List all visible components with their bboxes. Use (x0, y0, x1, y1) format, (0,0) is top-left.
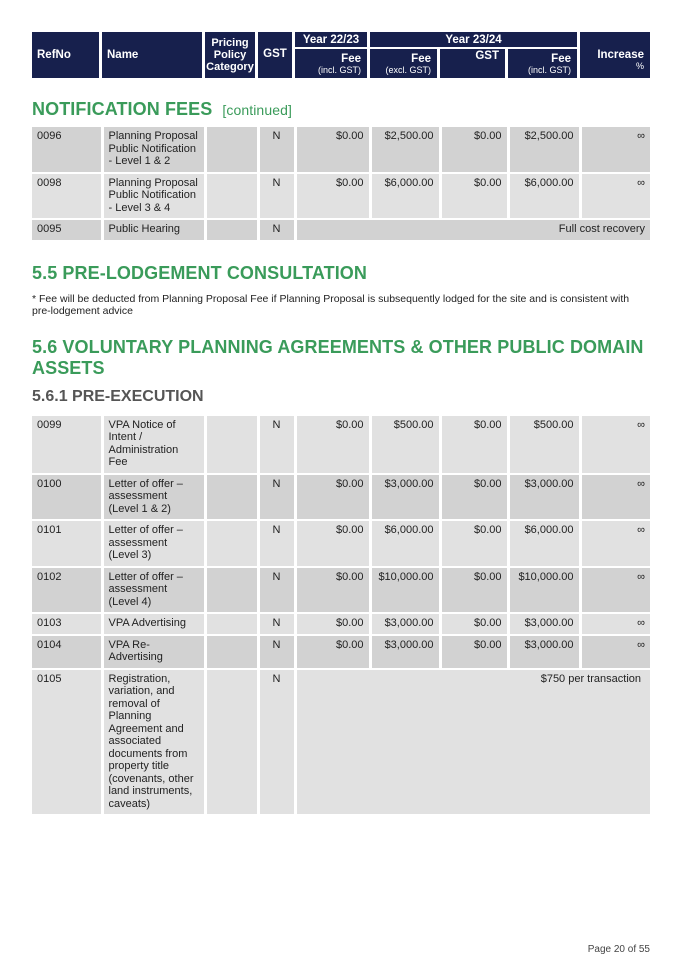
policy-cell (205, 520, 258, 567)
gst-amount-cell: $0.00 (440, 567, 508, 614)
ref-cell: 0105 (32, 669, 102, 816)
fee-prev-cell: $0.00 (295, 520, 370, 567)
gst-cell: N (258, 127, 295, 173)
gst-cell: N (258, 669, 295, 816)
gst-amount-cell: $0.00 (440, 416, 508, 474)
gst-cell: N (258, 474, 295, 521)
header-pricing-policy: Pricing Policy Category (205, 32, 255, 78)
fee-incl-cell: $10,000.00 (508, 567, 580, 614)
table-row (32, 567, 650, 614)
increase-cell: ∞ (580, 567, 650, 614)
fee-incl-cell: $6,000.00 (508, 520, 580, 567)
vpa-heading: 5.6 VOLUNTARY PLANNING AGREEMENTS & OTHER PUBLIC DOMAIN ASSETS (32, 336, 644, 378)
gst-cell: N (258, 416, 295, 474)
name-cell: VPA Advertising (102, 613, 205, 635)
prelodgement-heading: 5.5 PRE-LODGEMENT CONSULTATION (32, 262, 368, 283)
vpa-fees-table (32, 416, 650, 817)
policy-cell (205, 635, 258, 669)
page-number: Page 20 of 55 (587, 944, 650, 955)
gst-cell: N (258, 567, 295, 614)
fee-incl-cell: $6,000.00 (508, 173, 580, 220)
gst-amount-cell: $0.00 (440, 127, 508, 173)
gst-cell: N (258, 635, 295, 669)
fee-prev-cell: $0.00 (295, 416, 370, 474)
fee-excl-cell: $10,000.00 (370, 567, 440, 614)
policy-cell (205, 416, 258, 474)
fee-prev-cell: $0.00 (295, 173, 370, 220)
fee-incl-cell: $500.00 (508, 416, 580, 474)
ref-cell: 0099 (32, 416, 102, 474)
fee-prev-cell: $0.00 (295, 474, 370, 521)
fee-excl-cell: $6,000.00 (370, 173, 440, 220)
ref-cell: 0104 (32, 635, 102, 669)
header-fee-incl-2324: Fee (incl. GST) (508, 49, 577, 78)
ref-cell: 0096 (32, 127, 102, 173)
ref-cell: 0101 (32, 520, 102, 567)
fee-prev-cell: $0.00 (295, 635, 370, 669)
header-fee-excl-2324: Fee (excl. GST) (370, 49, 437, 78)
table-row (32, 520, 650, 567)
ref-cell: 0095 (32, 219, 102, 241)
table-header (32, 32, 650, 78)
notification-fees-heading: NOTIFICATION FEES [continued] (32, 99, 292, 119)
fee-prev-cell: $0.00 (295, 127, 370, 173)
policy-cell (205, 474, 258, 521)
per-transaction-cell: $750 per transaction (295, 669, 650, 816)
fee-excl-cell: $6,000.00 (370, 520, 440, 567)
header-refno: RefNo (32, 32, 99, 78)
header-gst: GST (258, 32, 292, 78)
gst-cell: N (258, 219, 295, 241)
fee-incl-cell: $3,000.00 (508, 613, 580, 635)
header-year-2324: Year 23/24 (370, 32, 577, 47)
gst-cell: N (258, 520, 295, 567)
prelodgement-note: * Fee will be deducted from Planning Proposal Fee if Planning Proposal is subsequently lodged for the site and is consistent with pre-lodgement advice (32, 292, 630, 317)
increase-cell: ∞ (580, 520, 650, 567)
gst-cell: N (258, 173, 295, 220)
name-cell: Letter of offer – assessment (Level 1 & 2) (102, 474, 205, 521)
ref-cell: 0103 (32, 613, 102, 635)
increase-cell: ∞ (580, 613, 650, 635)
policy-cell (205, 567, 258, 614)
name-cell: Planning Proposal Public Notification - Level 3 & 4 (102, 173, 205, 220)
name-cell: Registration, variation, and removal of Planning Agreement and associated documents from property title (covenants, other land instruments, caveats) (102, 669, 205, 816)
increase-cell: ∞ (580, 635, 650, 669)
fee-prev-cell: $0.00 (295, 567, 370, 614)
fee-prev-cell: $0.00 (295, 613, 370, 635)
name-cell: Letter of offer – assessment (Level 3) (102, 520, 205, 567)
gst-amount-cell: $0.00 (440, 635, 508, 669)
fee-excl-cell: $3,000.00 (370, 474, 440, 521)
ref-cell: 0098 (32, 173, 102, 220)
name-cell: Public Hearing (102, 219, 205, 241)
notification-fees-table (32, 127, 650, 242)
table-row (32, 635, 650, 669)
header-name: Name (102, 32, 202, 78)
policy-cell (205, 613, 258, 635)
table-row (32, 219, 650, 241)
fee-excl-cell: $500.00 (370, 416, 440, 474)
table-row (32, 613, 650, 635)
table-row (32, 127, 650, 173)
fee-excl-cell: $3,000.00 (370, 635, 440, 669)
name-cell: VPA Notice of Intent / Administration Fee (102, 416, 205, 474)
fee-excl-cell: $3,000.00 (370, 613, 440, 635)
name-cell: Letter of offer – assessment (Level 4) (102, 567, 205, 614)
fee-incl-cell: $3,000.00 (508, 474, 580, 521)
table-row (32, 474, 650, 521)
header-gst-2324: GST (440, 49, 505, 78)
full-cost-recovery-cell: Full cost recovery (295, 219, 650, 241)
policy-cell (205, 173, 258, 220)
table-row (32, 416, 650, 474)
policy-cell (205, 127, 258, 173)
gst-cell: N (258, 613, 295, 635)
name-cell: VPA Re-Advertising (102, 635, 205, 669)
header-year-2223: Year 22/23 (295, 32, 367, 47)
increase-cell: ∞ (580, 474, 650, 521)
increase-cell: ∞ (580, 127, 650, 173)
fee-incl-cell: $2,500.00 (508, 127, 580, 173)
increase-cell: ∞ (580, 416, 650, 474)
name-cell: Planning Proposal Public Notification - Level 1 & 2 (102, 127, 205, 173)
gst-amount-cell: $0.00 (440, 474, 508, 521)
table-row (32, 173, 650, 220)
gst-amount-cell: $0.00 (440, 173, 508, 220)
increase-cell: ∞ (580, 173, 650, 220)
policy-cell (205, 669, 258, 816)
ref-cell: 0100 (32, 474, 102, 521)
header-fee-incl-2223: Fee (incl. GST) (295, 49, 367, 78)
page (32, 32, 650, 816)
fee-excl-cell: $2,500.00 (370, 127, 440, 173)
fee-incl-cell: $3,000.00 (508, 635, 580, 669)
policy-cell (205, 219, 258, 241)
ref-cell: 0102 (32, 567, 102, 614)
header-increase: Increase % (580, 32, 650, 78)
pre-execution-heading: 5.6.1 PRE-EXECUTION (32, 387, 204, 405)
gst-amount-cell: $0.00 (440, 520, 508, 567)
gst-amount-cell: $0.00 (440, 613, 508, 635)
table-row (32, 669, 650, 816)
